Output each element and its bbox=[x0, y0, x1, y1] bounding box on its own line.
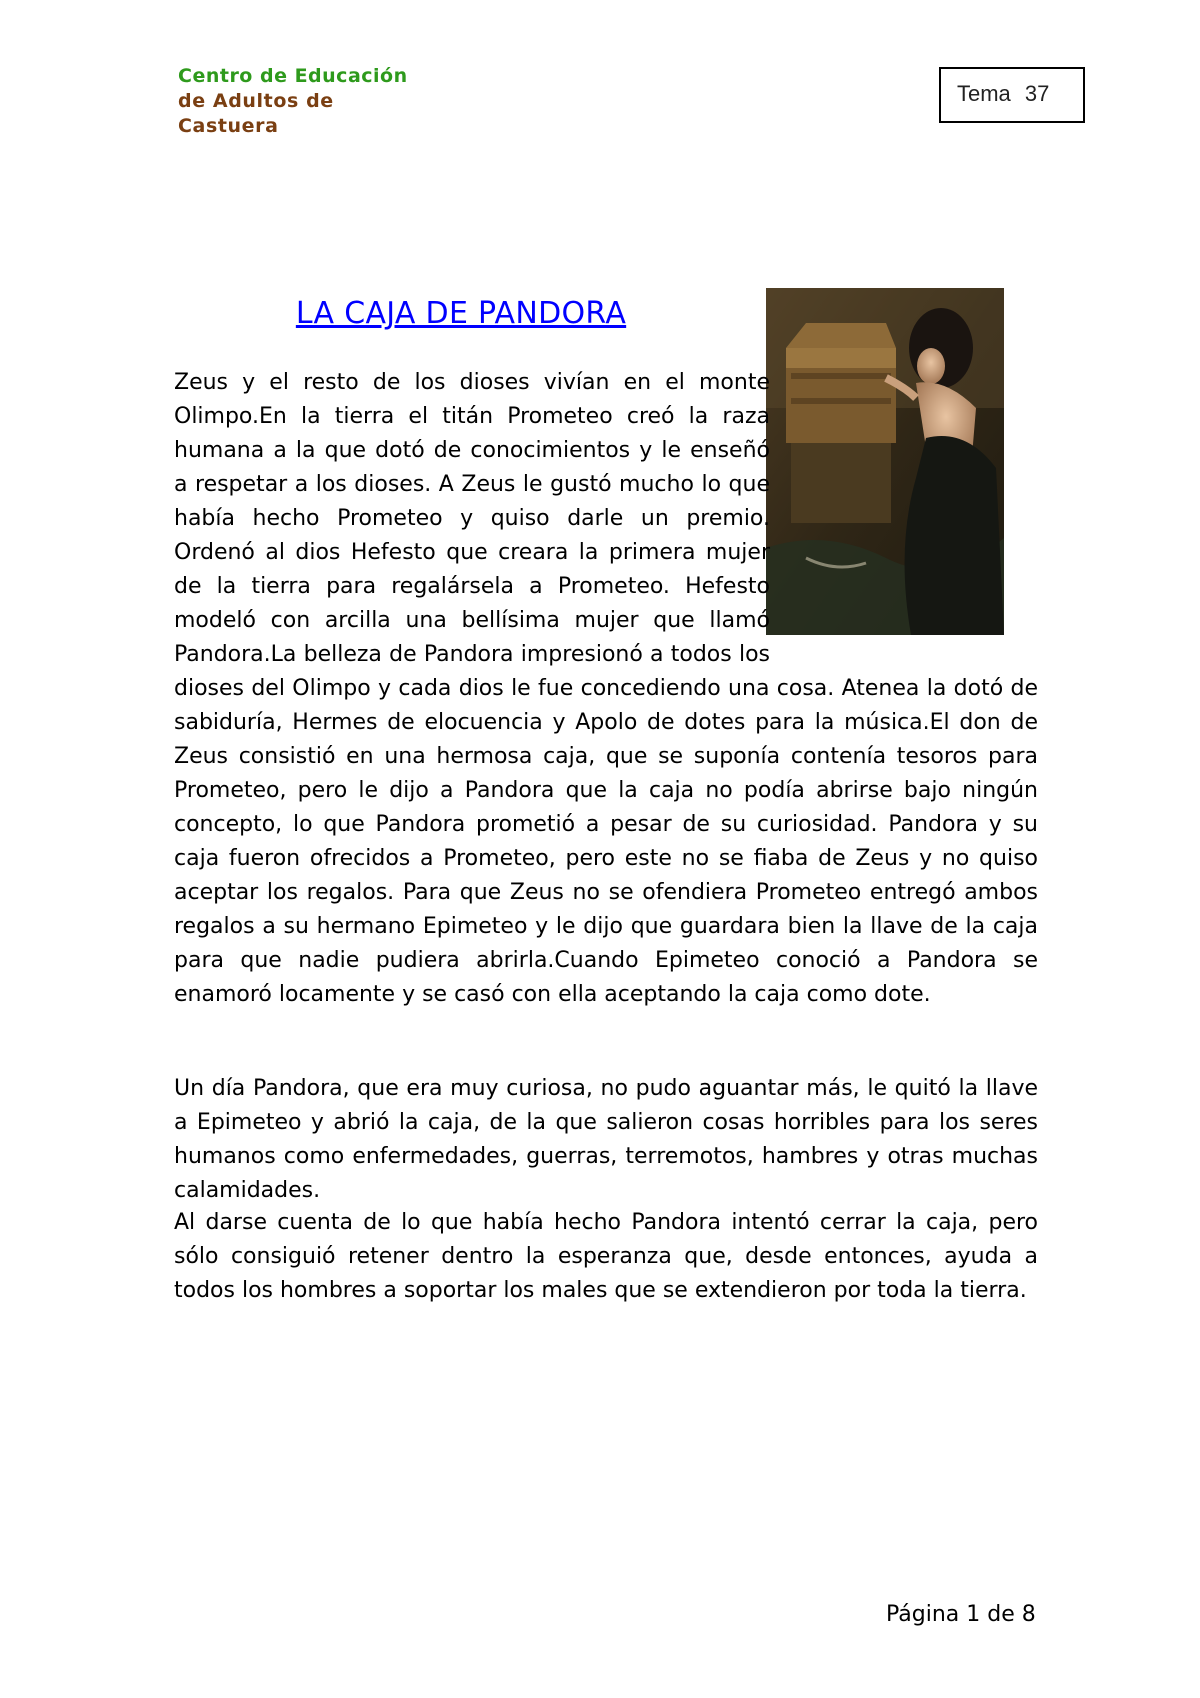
paragraph-text: Un día Pandora, que era muy curiosa, no pudo aguantar más, le quitó la llave a Epimeteo y abrió la caja, de la que salieron cosas horribles para los seres humanos como enfermedades, guerras, terremotos, hambres y otras muchas calamidades. bbox=[174, 1076, 1038, 1203]
story-paragraph-2 bbox=[174, 1072, 1038, 1208]
logo-line-1: Centro de Educación bbox=[178, 65, 408, 87]
page-number: Página 1 de 8 bbox=[886, 1602, 1036, 1627]
page-title: LA CAJA DE PANDORA bbox=[295, 296, 627, 331]
paragraph-text: Zeus y el resto de los dioses vivían en el monte Olimpo.En la tierra el titán Prometeo creó la raza humana a la que dotó de conocimientos y le enseñó a respetar a los dioses. A Zeus le gustó mucho lo que había hecho Prometeo y quiso darle un premio. Ordenó al dios Hefesto que creara la primera mujer de la tierra para regalársela a Prometeo. Hefesto modeló con arcilla una bellísima mujer que llamó Pandora.La belleza de Pandora impresionó a todos los dioses del Olimpo y cada dios le fue concediendo una cosa. Atenea la dotó de sabiduría, Hermes de elocuencia y Apolo de dotes para la música.El don de Zeus consistió en una hermosa caja, que se suponía contenía tesoros para Prometeo, pero le dijo a Pandora que la caja no podía abrirse bajo ningún concepto, lo que Pandora prometió a pesar de su curiosidad. Pandora y su caja fueron ofrecidos a Prometeo, pero este no se fiaba de Zeus y no quiso aceptar los regalos. Para que Zeus no se ofendiera Prometeo entregó ambos regalos a su hermano Epimeteo y le dijo que guardara bien la llave de la caja para que nadie pudiera abrirla.Cuando Epimeteo conoció a Pandora se enamoró locamente y se casó con ella aceptando la caja como dote. bbox=[174, 370, 1038, 1007]
paragraph-text: Al darse cuenta de lo que había hecho Pandora intentó cerrar la caja, pero sólo consiguió retener dentro la esperanza que, desde entonces, ayuda a todos los hombres a soportar los males que se extendieron por toda la tierra. bbox=[174, 1210, 1038, 1303]
topic-box: Tema 37 bbox=[939, 67, 1085, 123]
school-logo bbox=[178, 64, 434, 137]
story-paragraph-3 bbox=[174, 1206, 1038, 1308]
logo-line-2: de Adultos de Castuera bbox=[178, 90, 334, 137]
image-spacer bbox=[770, 366, 1038, 656]
story-paragraph-1 bbox=[174, 366, 1038, 1012]
